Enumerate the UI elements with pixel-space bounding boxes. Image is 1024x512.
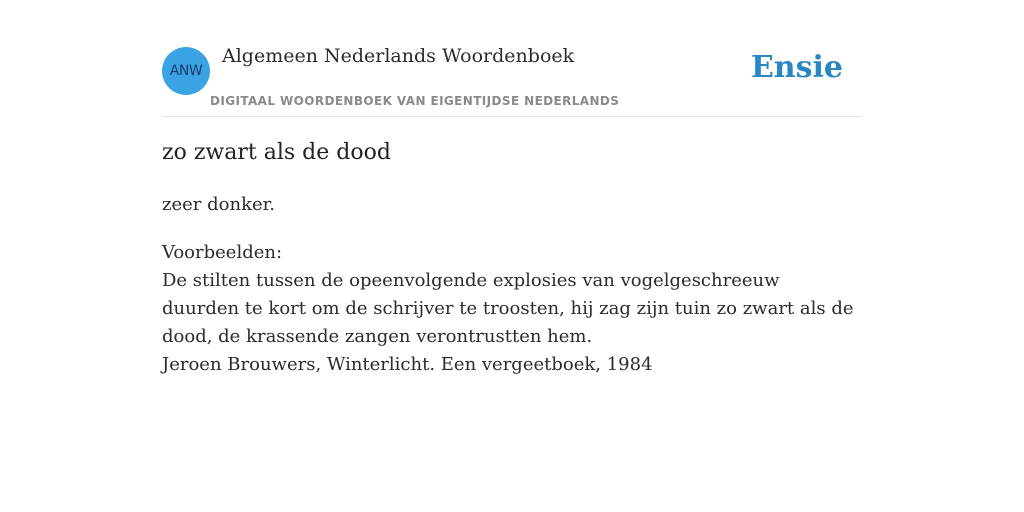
site-subtitle: DIGITAAL WOORDENBOEK VAN EIGENTIJDSE NEDERLANDS [210, 94, 620, 108]
ensie-logo[interactable]: Ensie [750, 50, 843, 85]
example-source: Jeroen Brouwers, Winterlicht. Een vergeetboek, 1984 [162, 354, 653, 375]
anw-logo[interactable]: ANW [162, 47, 210, 95]
examples-label: Voorbeelden: [162, 242, 283, 263]
content-container [162, 0, 862, 375]
site-header [162, 0, 862, 117]
examples-section [162, 239, 862, 379]
site-title[interactable]: Algemeen Nederlands Woordenboek [222, 45, 575, 67]
example-text: De stilten tussen de opeenvolgende explosies van vogelgeschreeuw duurden te kort om de schrijver te troosten, hij zag zijn tuin zo zwart als de dood, de krassende zangen verontrustten hem. [162, 270, 854, 347]
entry-title: zo zwart als de dood [162, 140, 391, 165]
entry-definition: zeer donker. [162, 194, 275, 215]
